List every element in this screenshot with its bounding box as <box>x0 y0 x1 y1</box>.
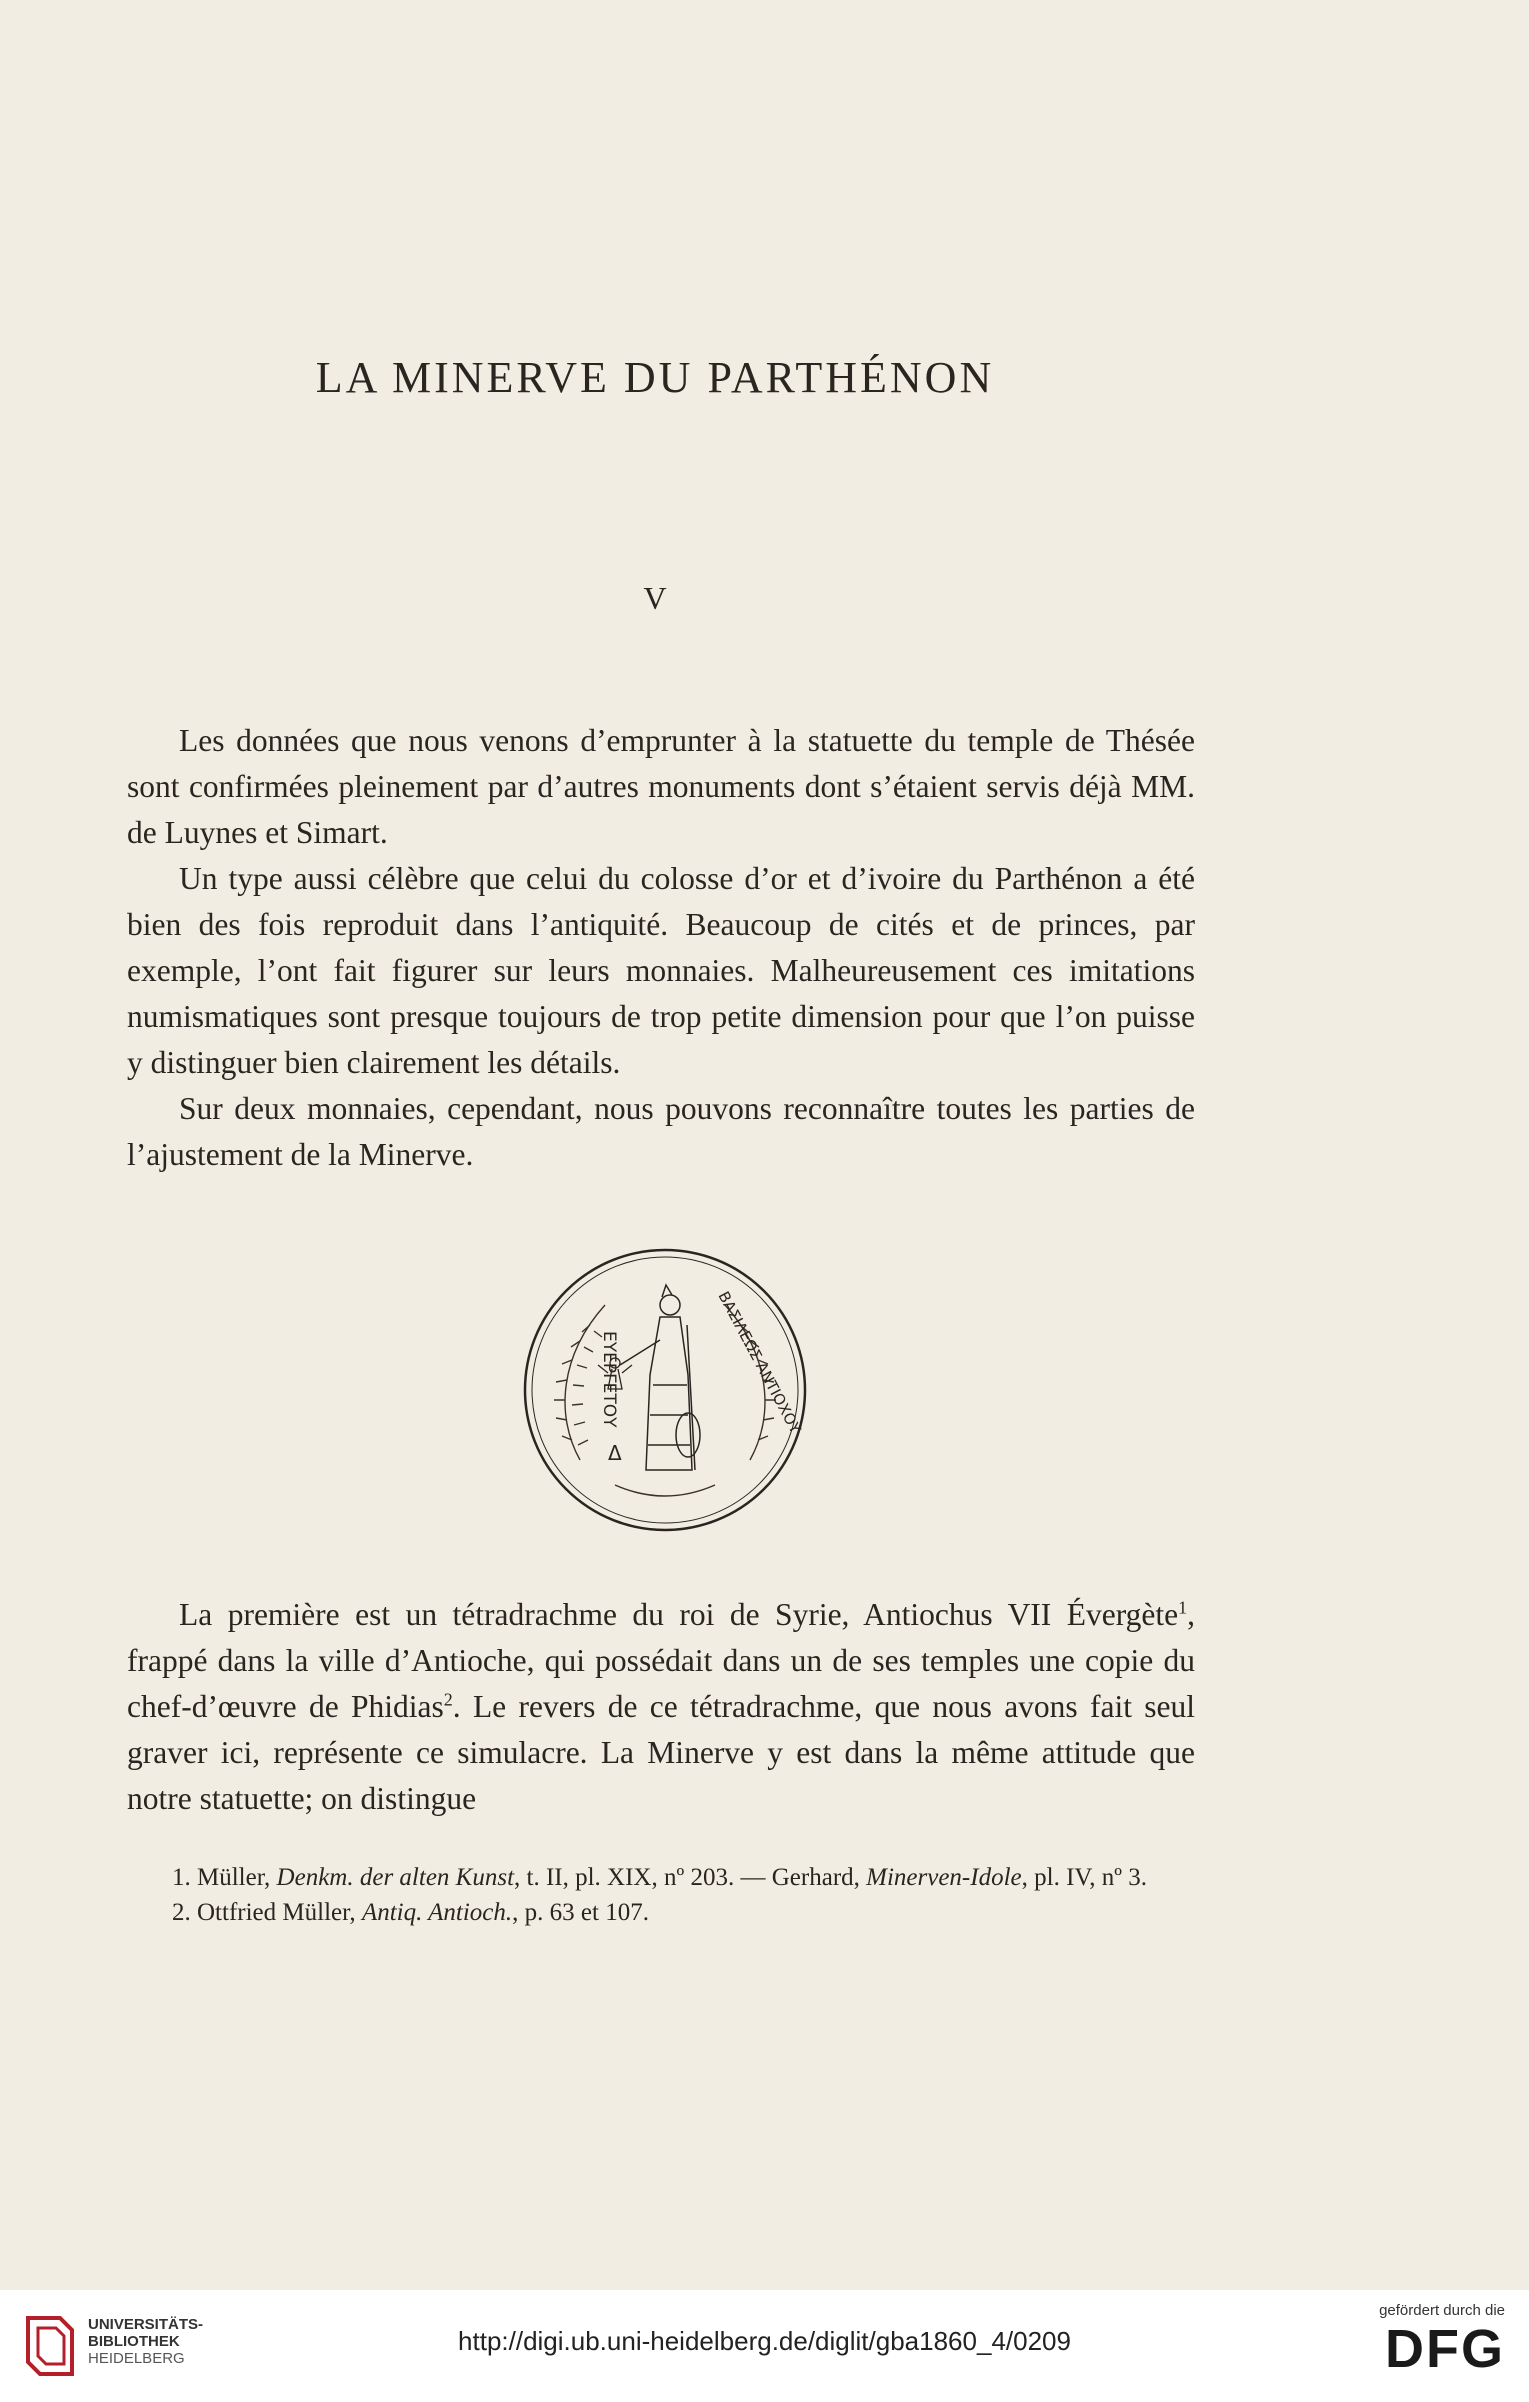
document-url-link[interactable]: http://digi.ub.uni-heidelberg.de/diglit/gba1860_4/0209 <box>458 2326 1071 2356</box>
coin-legend-right: ΒΑΣΙΛΕΩΣ ΑΝΤΙΟΧΟΥ <box>714 1288 805 1437</box>
paragraph: La première est un tétradrachme du roi de Syrie, Antiochus VII Évergète$^1$, frappé dans la ville d’Antioche, qui possédait dans un de ses temples une copie du chef-d’œuvre de Phidias$^2$. Le revers de ce tétradrachme, que nous avons fait seul graver ici, représente ce simulacre. La Minerve y est dans la même attitude que notre statuette; on distingue <box>127 1597 1196 1816</box>
section-number: V <box>643 580 667 616</box>
dfg-logo: DFG <box>1385 2319 1505 2379</box>
footnote-2: 2. Ottfried Müller, Antiq. Antioch., p. 63 et 107. <box>172 1899 649 1926</box>
footnote-ref: 2 <box>443 1689 453 1710</box>
coin-legend-left: ΕΥΕΡΓΕΤΟΥ <box>599 1331 619 1428</box>
coin-engraving <box>520 1245 810 1535</box>
footnote-1: 1. Müller, Denkm. der alten Kunst, t. II, pl. XIX, nº 203. — Gerhard, Minerven-Idole, pl. IV, nº 3. <box>172 1864 1147 1891</box>
text-block-2 <box>127 1592 1195 1822</box>
text-block-1 <box>127 718 1195 1178</box>
dfg-credit: gefördert durch die DFG <box>1335 2302 1505 2379</box>
coin-monogram: Δ <box>608 1441 622 1465</box>
athena-figure-icon <box>620 1285 700 1470</box>
library-name: UNIVERSITÄTS- BIBLIOTHEK HEIDELBERG <box>88 2316 204 2367</box>
paragraph: Un type aussi célèbre que celui du colosse d’or et d’ivoire du Parthénon a été bien des fois reproduit dans l’antiquité. Beaucoup de cités et de princes, par exemple, l’ont fait figurer sur leurs monnaies. Malheureusement ces imitations numismatiques sont presque toujours de trop petite dimension pour que l’on puisse y distinguer bien clairement les détails. <box>127 861 1195 1080</box>
footnotes <box>127 1860 1195 1930</box>
footnote-ref: 1 <box>1178 1597 1188 1618</box>
paragraph: Sur deux monnaies, cependant, nous pouvons reconnaître toutes les parties de l’ajustement de la Minerve. <box>127 1091 1195 1172</box>
wreath-left-icon <box>554 1305 605 1460</box>
footer-bar <box>0 2290 1529 2402</box>
paragraph: Les données que nous venons d’emprunter à la statuette du temple de Thésée sont confirmées pleinement par d’autres monuments dont s’étaient servis déjà MM. de Luynes et Simart. <box>127 723 1195 850</box>
page-title: LA MINERVE DU PARTHÉNON <box>315 353 995 402</box>
